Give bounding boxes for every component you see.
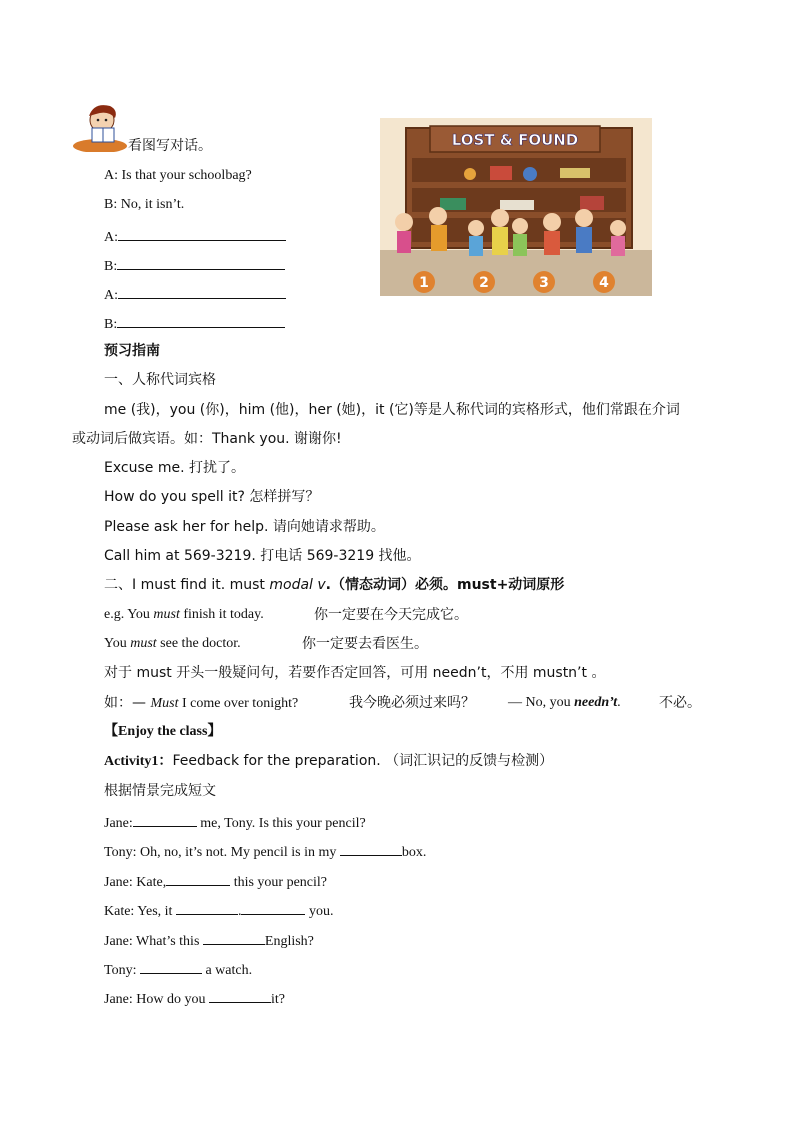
must-example-2: You must see the doctor. 你一定要去看医生。 — [104, 636, 428, 652]
must-example-1: e.g. You must finish it today. 你一定要在今天完成它。 — [104, 607, 468, 623]
must-example-3: 如：— Must I come over tonight? 我今晚必须过来吗？ — No, you needn’t. 不必。 — [104, 695, 701, 711]
picture-number-3: 3 — [539, 275, 549, 291]
section1-paragraph-line2: 或动词后做宾语。如：Thank you. 谢谢你! — [72, 431, 342, 447]
picture-number-2: 2 — [479, 275, 489, 291]
reading-student-icon — [72, 100, 128, 152]
speaker-label: B: — [104, 259, 118, 274]
activity-subtitle: 根据情景完成短文 — [104, 783, 216, 799]
enjoy-title: 【Enjoy the class】 — [104, 724, 222, 739]
dialog-text: No, it isn’t. — [120, 197, 185, 212]
dialog-line — [104, 167, 252, 185]
speaker-label: A: — [104, 230, 118, 245]
answer-blank[interactable] — [118, 284, 286, 299]
activity1-line: Activity1：Feedback for the preparation. （词汇识记的反馈与检测） — [104, 753, 554, 769]
answer-blank[interactable] — [176, 900, 238, 915]
speaker-label: A: — [104, 168, 118, 183]
answer-blank[interactable] — [241, 900, 305, 915]
exercise-line: Tony: Oh, no, it’s not. My pencil is in my box. — [104, 841, 426, 862]
exercise-line: Jane: me, Tony. Is this your pencil? — [104, 812, 366, 833]
exercise-line: Kate: Yes, it . you. — [104, 900, 333, 921]
dialog-line — [104, 196, 184, 214]
answer-blank[interactable] — [117, 313, 285, 328]
section2-title: 二、I must find it. must modal v.（情态动词）必须。must+动词原形 — [104, 577, 565, 593]
answer-blank[interactable] — [118, 226, 286, 241]
dialog-line — [104, 255, 285, 276]
answer-blank[interactable] — [117, 255, 285, 270]
picture-number-4: 4 — [599, 275, 609, 291]
answer-blank[interactable] — [140, 959, 202, 974]
answer-blank[interactable] — [209, 988, 271, 1003]
example-line: Call him at 569-3219. 打电话 569-3219 找他。 — [104, 548, 421, 564]
picture-number-1: 1 — [419, 275, 429, 291]
instruction-text: 看图写对话。 — [128, 138, 212, 154]
dialog-line — [104, 226, 286, 247]
answer-blank[interactable] — [166, 871, 230, 886]
must-note: 对于 must 开头一般疑问句，若要作否定回答，可用 needn’t，不用 mustn’t 。 — [104, 665, 606, 681]
speaker-label: B: — [104, 197, 118, 212]
section1-title: 一、人称代词宾格 — [104, 372, 216, 388]
answer-blank[interactable] — [133, 812, 197, 827]
preview-title: 预习指南 — [104, 343, 160, 359]
answer-blank[interactable] — [203, 930, 265, 945]
lost-found-sign-text: LOST & FOUND — [451, 131, 579, 149]
example-line: Excuse me. 打扰了。 — [104, 460, 245, 476]
dialog-line — [104, 284, 286, 305]
dialog-line — [104, 313, 285, 334]
answer-blank[interactable] — [340, 841, 402, 856]
section1-paragraph-line1: me (我)，you (你)，him (他)，her (她)，it (它)等是人称代词的宾格形式，他们常跟在介词 — [104, 402, 680, 418]
speaker-label: B: — [104, 317, 118, 332]
example-line: How do you spell it? 怎样拼写？ — [104, 489, 320, 505]
exercise-line: Jane: Kate, this your pencil? — [104, 871, 327, 892]
exercise-line: Jane: What’s this English? — [104, 930, 314, 951]
exercise-line: Tony: a watch. — [104, 959, 252, 980]
speaker-label: A: — [104, 288, 118, 303]
dialog-text: Is that your schoolbag? — [121, 168, 252, 183]
exercise-line: Jane: How do you it? — [104, 988, 285, 1009]
example-line: Please ask her for help. 请向她请求帮助。 — [104, 519, 385, 535]
lost-and-found-picture — [380, 118, 652, 296]
